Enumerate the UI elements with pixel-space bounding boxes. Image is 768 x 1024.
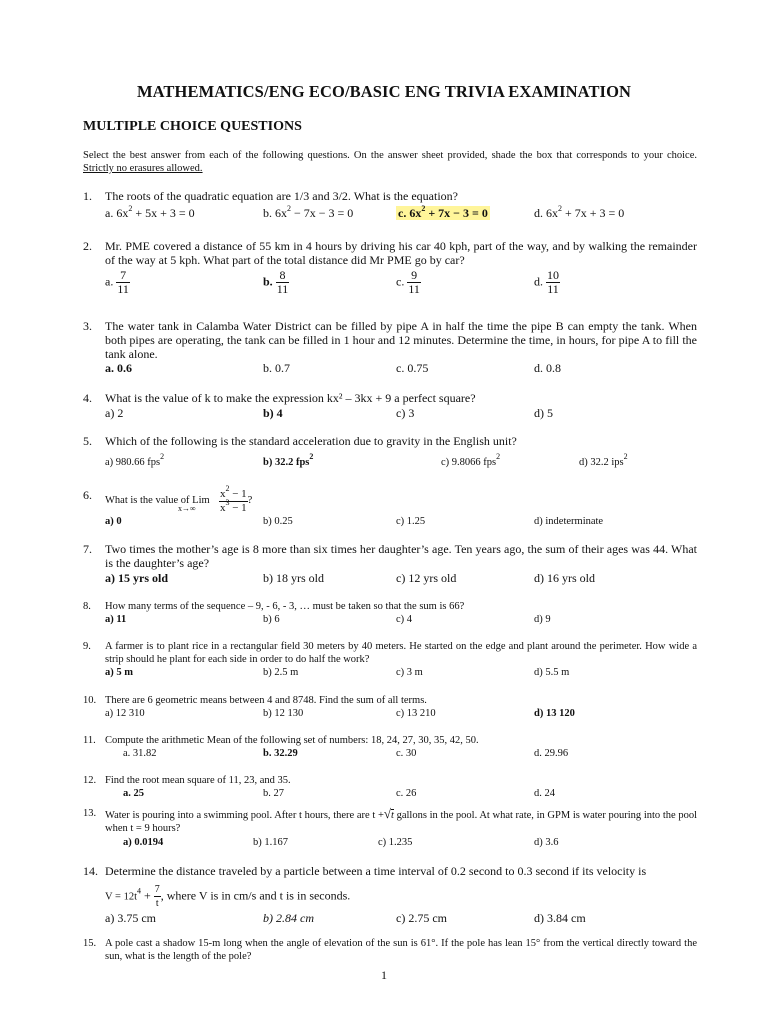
section-heading: MULTIPLE CHOICE QUESTIONS [83,119,302,134]
option-c: c) 1.235 [378,837,413,848]
question-number: 13. [83,808,97,819]
option-d: d. 0.8 [534,361,561,375]
question-number: 8. [83,601,91,612]
question-number: 2. [83,239,92,253]
limit-subscript: x→∞ [178,504,196,513]
question-number: 11. [83,735,96,746]
option-d: d) 5.5 m [534,667,570,678]
question-text: The water tank in Calamba Water District can be filled by pipe A in half the time the pipe B can empty the tank. When both pipes are operating, the tank can be filled in 1 hour and 12 minutes. Determine the time, in hours, for pipe A to fill the tank alone. [105,319,697,361]
question-text: Mr. PME covered a distance of 55 km in 4 hours by driving his car 40 kph, part of the way, and by walking the remainder of the way at 5 kph. What part of the total distance did Mr PME go by car? [105,239,697,267]
question-text: Water is pouring into a swimming pool. After t hours, there are t +√t gallons in the pool. At what rate, in GPM is water pouring into the pool when t = 9 hours? [105,806,697,834]
question-text: The roots of the quadratic equation are 1/3 and 3/2. What is the equation? [105,189,458,203]
question-text: A farmer is to plant rice in a rectangular field 30 meters by 40 meters. He started on the edge and plant around the perimeter. How wide a strip should he plant for each side in order to do half the work? [105,641,697,665]
sqrt-symbol: √ [383,806,392,821]
option-b: b. 27 [263,788,284,799]
option-d: d) 13 120 [534,708,575,719]
option-a: a) 12 310 [105,708,145,719]
option-d: d. $6x^2 + 7x + 3 = 0$ [534,204,625,220]
option-a: a) 11 [105,614,127,625]
option-b: b) 6 [263,614,280,625]
option-a: a) 0 [105,516,122,527]
exam-title: MATHEMATICS/ENG ECO/BASIC ENG TRIVIA EXAMINATION [136,82,632,101]
instructions [83,149,697,175]
option-d: d. 24 [534,788,555,799]
option-b: b) 0.25 [263,516,293,527]
option-c-highlighted: c. $6x^2 + 7x - 3 = 0$ [398,204,488,220]
question-text: Determine the distance traveled by a particle between a time interval of 0.2 second to 0.3 second if its velocity is [105,864,647,878]
option-a: a) 2 [105,406,124,420]
option-a: a. $6x^2 + 5x + 3 = 0$ [105,204,195,220]
question-text: Compute the arithmetic Mean of the following set of numbers: 18, 24, 27, 30, 35, 42, 50. [105,735,479,746]
option-b: b) 2.5 m [263,667,299,678]
option-b: b. 32.29 [263,748,298,759]
question-number: 10. [83,695,97,706]
instructions-underlined: Strictly no erasures allowed. [83,163,203,174]
question-text: Find the root mean square of 11, 23, and 35. [105,775,291,786]
question-text: How many terms of the sequence – 9, - 6, - 3, … must be taken so that the sum is 66? [105,601,465,612]
option-c: c) 3 [396,406,415,420]
option-c: c) 1.25 [396,516,426,527]
option-b: b) 4 [263,406,283,420]
question-text: Two times the mother’s age is 8 more than six times her daughter’s age. Ten years ago, the sum of their ages was 44. What is the daughter’s age? [105,542,697,570]
question-number: 5. [83,434,92,448]
question-number: 1. [83,189,92,203]
option-c: c) 9.8066 fps$^2$ [441,452,501,468]
question-number: 3. [83,319,92,333]
option-a: a. 0.6 [105,361,132,375]
option-c: c) 13 210 [396,708,436,719]
question-number: 9. [83,641,91,652]
question-number: 7. [83,542,92,556]
option-a: a. 31.82 [123,748,157,759]
question-number: 12. [83,775,97,786]
option-c: c. 30 [396,748,417,759]
option-a: a) 0.0194 [123,837,164,848]
option-d: d) 16 yrs old [534,571,595,585]
question-text: What is the value of Lim $\frac{x^2 - 1}{x^3 - 1}$ ? [105,484,253,514]
option-b: b. $6x^2 - 7x - 3 = 0$ [263,204,354,220]
option-b: b. 0.7 [263,361,290,375]
option-b: b) 18 yrs old [263,571,324,585]
option-d: d) 3.84 cm [534,911,586,925]
option-b: b) 32.2 fps$^2$ [263,452,314,468]
option-b: b. $\frac{8}{11}$ [263,268,289,296]
option-c: c) 4 [396,614,413,625]
question-text: What is the value of k to make the expression kx² – 3kx + 9 a perfect square? [105,391,476,405]
option-d: d) 5 [534,406,553,420]
option-d: d) 32.2 ips$^2$ [579,452,628,468]
instructions-text: Select the best answer from each of the following questions. On the answer sheet provided, shade the box that corresponds to your choice. [83,150,697,161]
option-d: d. 29.96 [534,748,569,759]
limit-fraction: $\frac{x^2 - 1}{x^3 - 1}$ [219,484,247,514]
question-number: 4. [83,391,92,405]
option-c: c) 3 m [396,667,423,678]
option-c: c. 0.75 [396,361,429,375]
option-d: d) 9 [534,614,551,625]
page-number: 1 [381,968,387,982]
option-c: c) 2.75 cm [396,911,447,925]
velocity-formula: $V = 12t^4$ + $\frac{7}{t}$ , where V is in cm/s and t is in seconds. [105,884,351,909]
question-number: 15. [83,938,97,949]
option-c: c) 12 yrs old [396,571,457,585]
option-b: b) 12 130 [263,708,304,719]
option-d: d) indeterminate [534,516,604,527]
option-a: a) 3.75 cm [105,911,156,925]
option-a: a) 15 yrs old [105,571,168,585]
option-a: a. $\frac{7}{11}$ [105,268,129,296]
option-d: d. $\frac{10}{11}$ [534,268,559,296]
question-number: 6. [83,488,92,502]
question-text: Which of the following is the standard acceleration due to gravity in the English unit? [105,434,517,448]
option-a: a. 25 [123,788,144,799]
question-text: There are 6 geometric means between 4 and 8748. Find the sum of all terms. [105,695,427,706]
option-b: b) 2.84 cm [263,911,314,925]
option-a: a) 5 m [105,667,133,678]
option-c: c. $\frac{9}{11}$ [396,268,420,296]
question-number: 14. [83,864,98,878]
question-text: A pole cast a shadow 15-m long when the angle of elevation of the sun is 61°. If the pole has lean 15° from the vertical directly toward the sun, what is the length of the pole? [105,938,697,962]
option-d: d) 3.6 [534,837,559,848]
option-a: a) 980.66 fps$^2$ [105,452,165,468]
option-b: b) 1.167 [253,837,288,848]
option-c: c. 26 [396,788,417,799]
